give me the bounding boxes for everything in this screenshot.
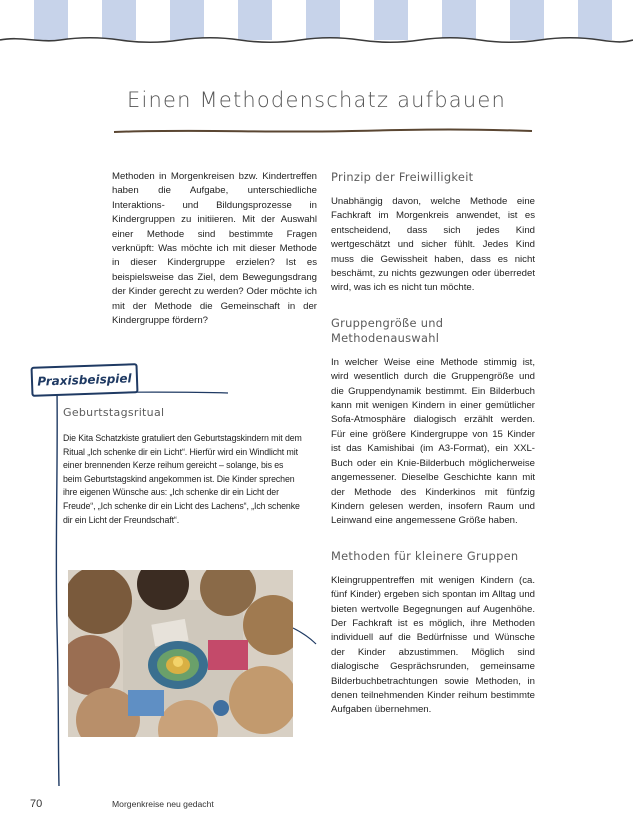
section-heading-freiwilligkeit: Prinzip der Freiwilligkeit: [331, 170, 474, 184]
right-column: [331, 170, 535, 718]
section-heading-gruppengroesse: Gruppengröße und Methodenauswahl: [331, 315, 444, 345]
page-number: 70: [30, 798, 43, 810]
title-underline: [112, 126, 534, 136]
header-wave-border: [0, 33, 633, 47]
running-title: Morgenkreise neu gedacht: [112, 799, 214, 809]
intro-paragraph: Methoden in Morgenkreisen bzw. Kindertreffen haben die Aufgabe, unterschiedliche Interaktions- und Bildungsprozesse in Kindergruppen zu initiieren. Mit der Auswahl einer Methode sind bestimmte Fragen verknüpft: Was möchte ich mit dieser Methode in dieser Kindergruppe erzielen? Ist es beispielsweise das Ziel, dem Bewegungsdrang der Kinder gerecht zu werden? Oder möchte ich mit der Methode die Gemeinschaft in der Kindergruppe fördern?: [112, 171, 317, 327]
praxis-badge: Praxisbeispiel: [31, 363, 139, 397]
praxis-title: Geburtstagsritual: [63, 406, 165, 419]
left-column: [112, 170, 317, 328]
section-text-freiwilligkeit: Unabhängig davon, welche Methode eine Fachkraft im Morgenkreis anwendet, ist es entscheidend, dass sich jedes Kind wertgeschätzt und sicher fühlt. Jedes Kind muss die Gewissheit haben, dass es nicht beschämt, zu nichts gezwungen oder überredet wird, was ich es nicht tun möchte.: [331, 196, 535, 294]
praxis-text: Die Kita Schatzkiste gratuliert den Geburtstagskindern mit dem Ritual „Ich schenke dir ein Licht“. Hierfür wird ein Windlicht mit einer brennenden Kerze reihum gereicht – solange, bis es beim Geburtstagskind angekommen ist. Die Kinder sprechen ihre eigenen Wünsche aus: „Ich schenke dir ein Licht der Freude“, „Ich schenke dir ein Licht des Lachens“, „Ich schenke dir ein Licht der Freundschaft“.: [63, 433, 302, 525]
section-text-kleinere-gruppen: Kleingruppentreffen mit wenigen Kindern (ca. fünf Kinder) ergeben sich spontan im Alltag und bieten wertvolle Begegnungen auf Augenhöhe. Der Fachkraft ist es möglich, ihre Methoden individuell auf die Bedürfnisse und Wünsche der Kinder abzustimmen. Möglich sind dialogische Gesprächsrunden, gemeinsame Bilderbuchbetrachtungen sowie Methoden, in denen teilnehmenden Kinder reihum bestimmte Aufgaben übernehmen.: [331, 574, 535, 716]
children-circle-photo: [68, 570, 293, 737]
section-heading-kleinere-gruppen: Methoden für kleinere Gruppen: [331, 548, 519, 563]
section-text-gruppengroesse: In welcher Weise eine Methode stimmig ist, wird wesentlich durch die Gruppengröße und die Gruppendynamik bestimmt. Ein Bilderbuch kann mit wenigen Kindern in einer gemütlicher Sofa-Atmosphäre dialogisch erzählt werden. Für eine größere Kindergruppe von 15 Kinder ist das Kamishibai (im A3-Format), ein XXL-Buch oder ein Knie-Bilderbuch möglicherweise angemessener. Dieselbe Geschichte kann mit der Methode des Kinderkinos mit fünfzig Kindern gelesen werden, insofern Raum und Leinwand eine angemessene Größe haben.: [331, 356, 535, 527]
page-title: Einen Methodenschatz aufbauen: [126, 88, 506, 112]
